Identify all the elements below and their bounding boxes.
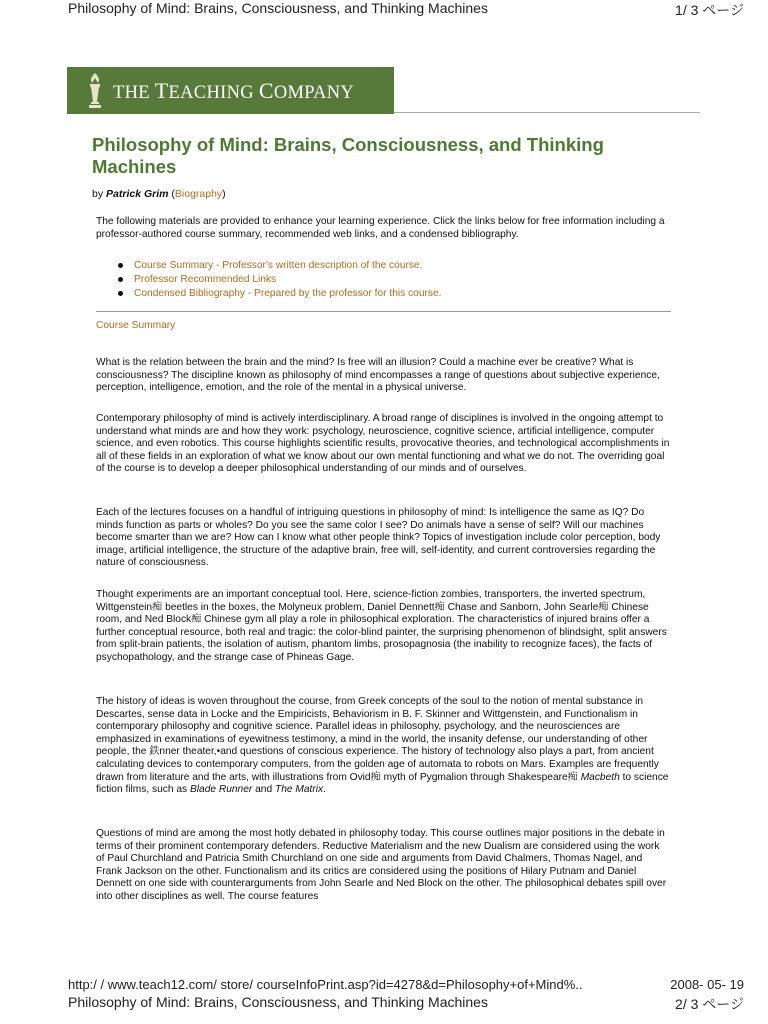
print-footer: [68, 977, 744, 992]
next-page-header: [68, 994, 744, 1010]
bullet-icon: [118, 263, 123, 268]
torch-icon: [85, 72, 105, 110]
resource-links: [116, 259, 442, 301]
by-label: by: [92, 188, 104, 200]
link-label: Course Summary - Professor's written description of the course.: [134, 260, 423, 271]
author-name: Patrick Grim: [106, 188, 169, 200]
course-summary-heading[interactable]: Course Summary: [96, 320, 176, 331]
print-header-title: Philosophy of Mind: Brains, Consciousness, and Thinking Machines: [68, 0, 488, 16]
bullet-icon: [118, 277, 123, 282]
link-label: Professor Recommended Links: [134, 274, 277, 285]
intro-text: The following materials are provided to enhance your learning experience. Click the links below for free information including a professor-authored course summary, recommended web links, and a condensed bibliography.: [96, 216, 665, 240]
link-label: Condensed Bibliography - Prepared by the professor for this course.: [134, 288, 442, 299]
next-page-title: Philosophy of Mind: Brains, Consciousness, and Thinking Machines: [68, 994, 488, 1010]
print-header-page: 1/ 3 ページ: [675, 2, 744, 18]
summary-paragraph-6: Questions of mind are among the most hotly debated in philosophy today. This course outlines major positions in the debate in terms of their prominent contemporary defenders. Reductive Materialism and the new Dualism are considered using the work of Paul Churchland and Patricia Smith Churchland on one side and arguments from David Chalmers, Thomas Nagel, and Frank Jackson on the other. Functionalism and its critics are considered using the positions of Hilary Putnam and Daniel Dennett on one side with counterarguments from John Searle and Ned Block on the other. The philosophical debates spill over into other disciplines as well. The course features: [96, 828, 667, 902]
summary-paragraph-4: Thought experiments are an important conceptual tool. Here, science-fiction zombies, transporters, the inverted spectrum, Wittgenstein痴 beetles in the boxes, the Molyneux problem, Daniel Dennett痴 Chase and Sanborn, John Searle痴 Chinese room, and Ned Block痴 Chinese gym all play a role in philosophical exploration. The characteristics of injured brains offer a further conceptual resource, both real and tragic: the color-blind painter, the surprising phenomenon of blindsight, split answers from split-brain patients, the isolation of autism, phantom limbs, prosopagnosia (the inability to recognize faces), the facts of psychopathology, and the strange case of Phineas Gage.: [96, 589, 667, 663]
header-rule: [394, 112, 700, 113]
bio-paren-close: ): [222, 188, 226, 200]
bio-paren-open: (: [171, 188, 175, 200]
summary-paragraph-3: Each of the lectures focuses on a handful of intriguing questions in philosophy of mind: Is intelligence the same as IQ? Do minds function as parts or wholes? Do you see the same color I see? Do animals have a sense of self? Will our machines become smarter than we are? How can I know what other people think? Topics of investigation include color perception, body image, artificial intelligence, the structure of the adaptive brain, free will, self-identity, and current controversies regarding the nature of consciousness.: [96, 507, 661, 569]
print-header: [68, 0, 744, 16]
course-header: [92, 134, 678, 200]
byline: [92, 188, 678, 200]
bullet-icon: [118, 291, 123, 296]
recommended-links-link[interactable]: [116, 273, 442, 287]
biography-link[interactable]: Biography: [174, 188, 223, 200]
course-title: Philosophy of Mind: Brains, Consciousness, and Thinking Machines: [92, 134, 604, 177]
summary-paragraph-1: What is the relation between the brain and the mind? Is free will an illusion? Could a machine ever be creative? What is consciousness? The discipline known as philosophy of mind encompasses a range of questions about subjective experience, perception, intelligence, emotion, and the role of the mental in a physical universe.: [96, 357, 660, 394]
teaching-company-logo[interactable]: [67, 67, 394, 114]
next-page-number: 2/ 3 ページ: [675, 996, 744, 1012]
section-divider: [96, 311, 671, 312]
summary-paragraph-5: The history of ideas is woven throughout the course, from Greek concepts of the soul to the notion of mental substance in Descartes, sense data in Locke and the Empiricists, Behaviorism in B. F. Skinner and Wittgenstein, and Functionalism in contemporary philosophy and cognitive science. Parallel ideas in philosophy, psychology, and the neurosciences are emphasized in examinations of eyewitness testimony, a mind in the world, the insanity defense, our understanding of other people, the 鉄nner theater,•and questions of conscious experience. The history of technology also plays a part, from ancient calculating devices to contemporary computers, from the golden age of automata to robots on Mars. Examples are frequently drawn from literature and the arts, with illustrations from Ovid痴 myth of Pygmalion through Shakespeare痴 Macbeth to science fiction films, such as Blade Runner and The Matrix.: [96, 696, 669, 796]
logo-text: THE TEACHING COMPANY: [113, 77, 355, 103]
bibliography-link[interactable]: [116, 287, 442, 301]
course-summary-link[interactable]: [116, 259, 442, 273]
summary-paragraph-2: Contemporary philosophy of mind is actively interdisciplinary. A broad range of disciplines is involved in the ongoing attempt to understand what minds are and how they work: psychology, neuroscience, cognitive science, artificial intelligence, computer science, and even robotics. This course highlights scientific results, provocative theories, and technological accomplishments in all of these fields in an exploration of what we know about our own mental functioning and what we do not. The overriding goal of the course is to develop a deeper philosophical understanding of our minds and of ourselves.: [96, 413, 670, 475]
print-date: 2008- 05- 19: [670, 977, 744, 992]
page-url: http:/ / www.teach12.com/ store/ courseInfoPrint.asp?id=4278&d=Philosophy+of+Mind%..: [68, 977, 583, 992]
